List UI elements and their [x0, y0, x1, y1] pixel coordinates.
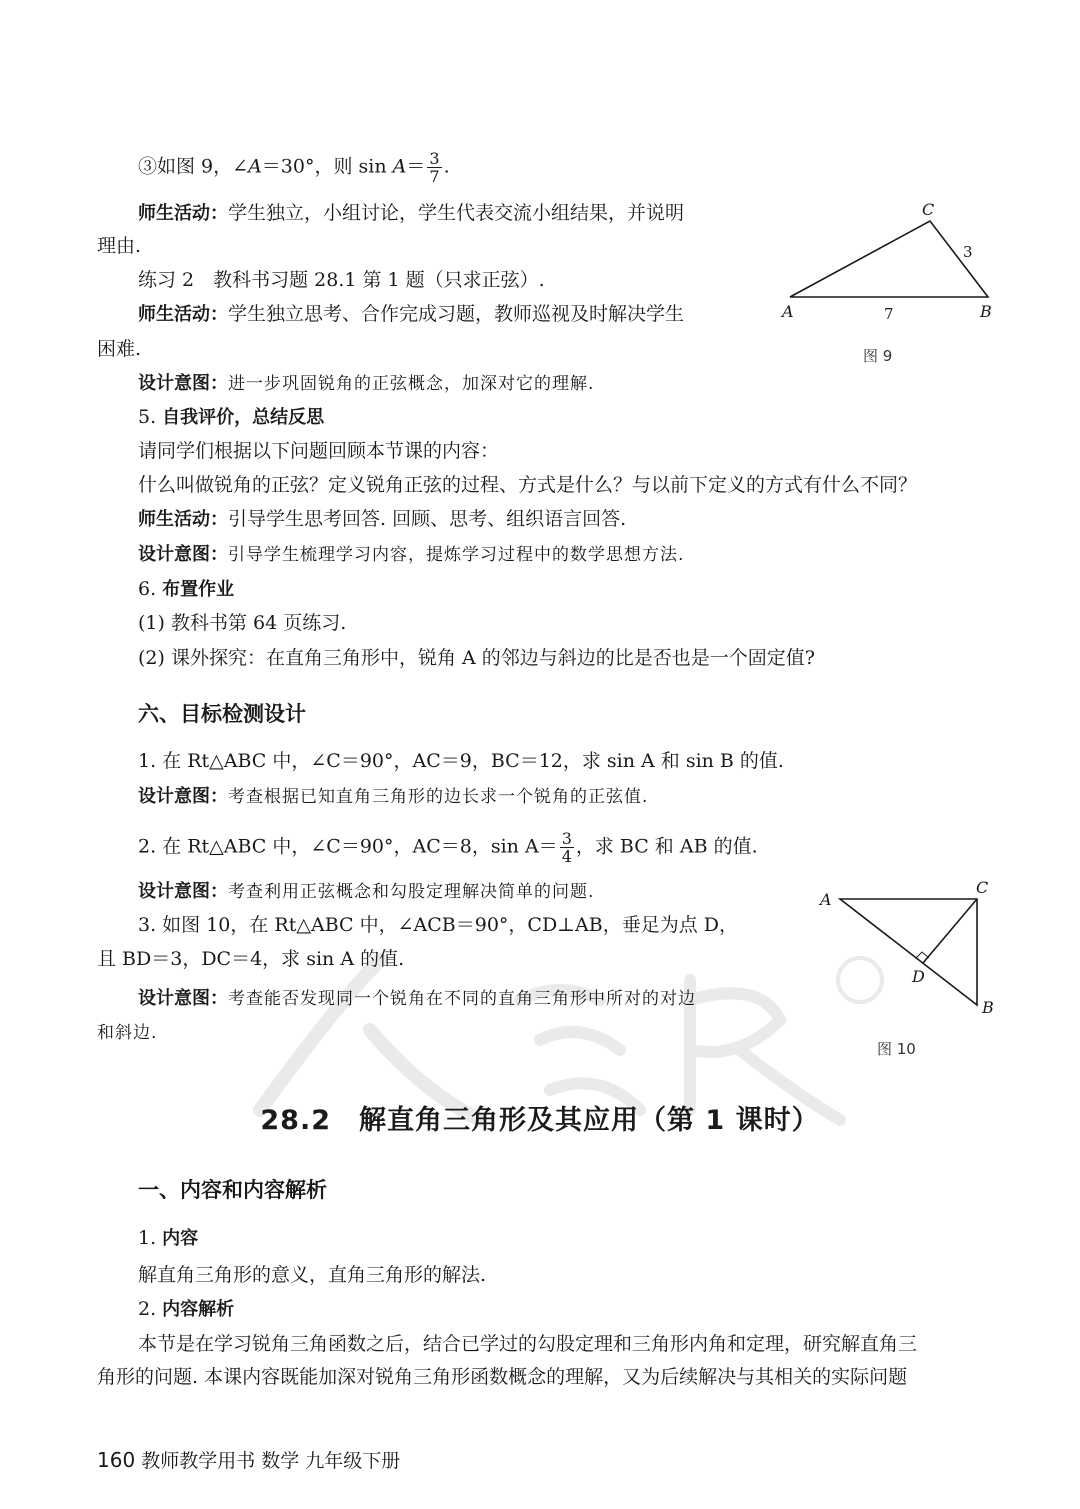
line-questions: 什么叫做锐角的正弦？定义锐角正弦的过程、方式是什么？与以前下定义的方式有什么不同？ [138, 474, 918, 496]
chapter-title: 28.2 解直角三角形及其应用（第 1 课时） [260, 1105, 820, 1136]
line-exercise-2: 练习 2 教科书习题 28.1 第 1 题（只求正弦）. [138, 269, 545, 291]
line-q3a: 3. 如图 10，在 Rt△ABC 中，∠ACB＝90°，CD⊥AB，垂足为点 D， [138, 914, 739, 936]
label-d: D [912, 967, 925, 986]
line-q3-intent-2: 和斜边. [97, 1023, 158, 1043]
line-difficulty: 困难. [97, 338, 142, 360]
line-design-intent-1: 设计意图：进一步巩固锐角的正弦概念，加深对它的理解. [138, 373, 595, 394]
fraction: $\frac{3}{4}$ [561, 829, 572, 866]
line-q1-intent: 设计意图：考查根据已知直角三角形的边长求一个锐角的正弦值. [138, 786, 649, 807]
line-analysis-2: 角形的问题. 本课内容既能加深对锐角三角形函数概念的理解，又为后续解决与其相关的实际问题 [97, 1366, 908, 1388]
side-bc-length: 3 [963, 243, 973, 261]
triangle-abc [840, 899, 977, 1005]
line-content-heading: 1. 内容 [138, 1227, 199, 1249]
line-analysis-1: 本节是在学习锐角三角函数之后，结合已学过的勾股定理和三角形内角和定理，研究解直角三 [138, 1333, 918, 1355]
side-ab-length: 7 [884, 305, 894, 323]
line-teacher-activity-3: 师生活动：引导学生思考回答. 回顾、思考、组织语言回答. [138, 508, 627, 530]
line-q3-intent: 设计意图：考查能否发现同一个锐角在不同的直角三角形中所对的对边 [138, 988, 696, 1009]
line-q3b: 且 BD＝3，DC＝4，求 sin A 的值. [97, 948, 405, 970]
label-c: C [976, 878, 989, 897]
label-a: A [820, 890, 832, 909]
line-teacher-activity-2: 师生活动：学生独立思考、合作完成习题，教师巡视及时解决学生 [138, 303, 685, 325]
figure-9 [770, 195, 1010, 330]
line-heading-6: 6. 布置作业 [138, 578, 235, 600]
page-number: 160 [97, 1448, 136, 1472]
line-teacher-activity-1: 师生活动：学生独立，小组讨论，学生代表交流小组结果，并说明 [138, 202, 685, 224]
line-review: 请同学们根据以下问题回顾本节课的内容： [138, 440, 500, 462]
label-b: B [980, 302, 992, 321]
line-homework-1: (1) 教科书第 64 页练习. [138, 612, 347, 634]
figure-10 [810, 875, 1000, 1025]
figure-9-caption: 图 9 [863, 347, 893, 365]
line-q2: 2. 在 Rt△ABC 中，∠C＝90°，AC＝8，sin A＝ $\frac{3}{4}$ ，求 BC 和 AB 的值. [138, 829, 758, 866]
line-content-text: 解直角三角形的意义，直角三角形的解法. [138, 1264, 487, 1286]
label-b: B [982, 998, 994, 1017]
label-a: A [782, 302, 794, 321]
line-homework-2: (2) 课外探究：在直角三角形中，锐角 A 的邻边与斜边的比是否也是一个固定值? [138, 647, 815, 669]
figure-10-caption: 图 10 [877, 1040, 916, 1058]
section-heading-6: 六、目标检测设计 [138, 702, 306, 726]
line-q1: 1. 在 Rt△ABC 中，∠C＝90°，AC＝9，BC＝12，求 sin A 和 sin B 的值. [138, 750, 784, 772]
line-q2-intent: 设计意图：考查利用正弦概念和勾股定理解决简单的问题. [138, 881, 595, 902]
label-c: C [922, 200, 935, 219]
line-fig9-statement: ③如图 9，∠A＝30°，则 sin A＝ $\frac{3}{7}$ . [138, 149, 450, 186]
line-analysis-heading: 2. 内容解析 [138, 1298, 235, 1320]
line-heading-5: 5. 自我评价，总结反思 [138, 406, 325, 428]
triangle-abc [790, 221, 988, 297]
page-footer [97, 1446, 400, 1473]
section-heading-1: 一、内容和内容解析 [138, 1178, 327, 1202]
book-title: 教师教学用书 数学 九年级下册 [141, 1450, 401, 1472]
altitude-cd [923, 899, 977, 963]
line-reason: 理由. [97, 235, 142, 257]
fraction: $\frac{3}{7}$ [429, 149, 440, 186]
line-design-intent-2: 设计意图：引导学生梳理学习内容，提炼学习过程中的数学思想方法. [138, 544, 685, 565]
